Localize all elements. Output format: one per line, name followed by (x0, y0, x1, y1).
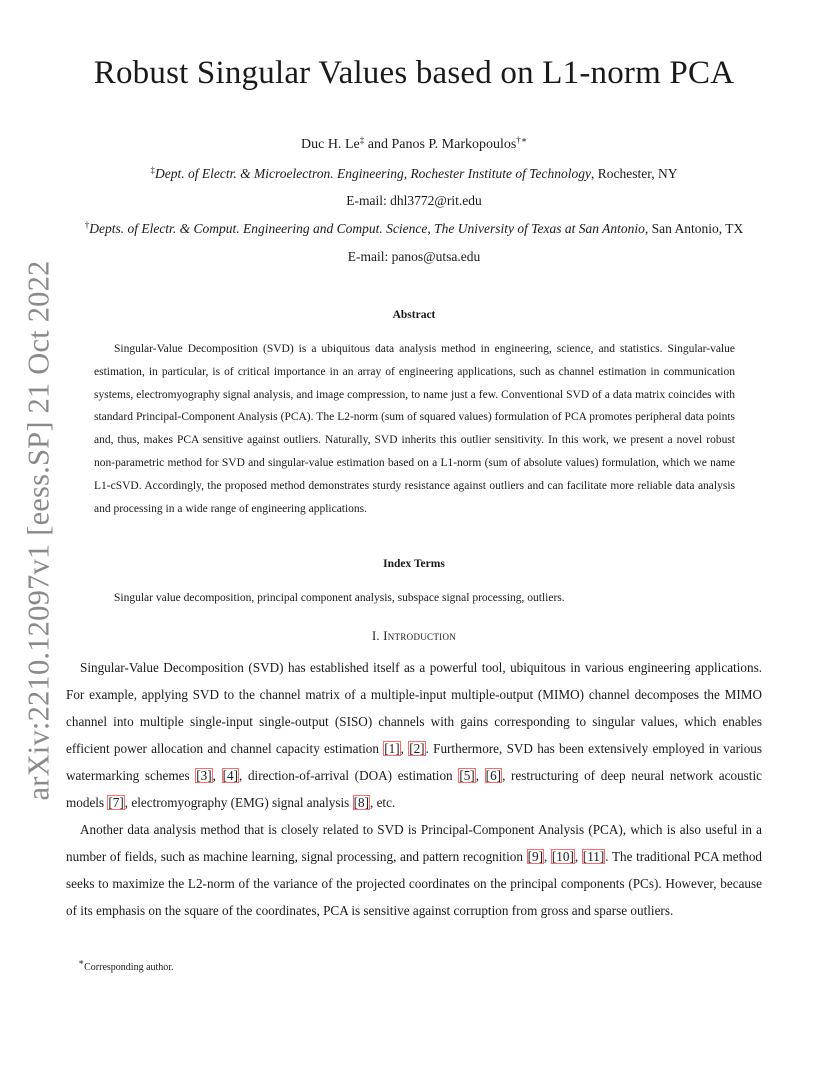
author-1-email: E-mail: dhl3772@rit.edu (346, 193, 482, 208)
affiliation-2-dept: Depts. of Electr. & Comput. Engineering and Comput. Science (89, 221, 428, 236)
section-heading-introduction (0, 629, 828, 644)
section-title: Introduction (383, 629, 457, 643)
citation-link-5[interactable]: [5] (459, 768, 475, 783)
citation-link-8[interactable]: [8] (353, 795, 369, 810)
abstract-heading: Abstract (392, 309, 436, 321)
citation-link-9[interactable]: [9] (527, 849, 543, 864)
intro-p1-text-3: . Furthermore, SVD has been extensively employed in various watermarking schemes (66, 741, 763, 783)
section-number: I. (371, 629, 384, 643)
affiliation-2-university: The University of Texas at San Antonio (434, 221, 645, 236)
arxiv-identifier-stamp (20, 259, 58, 801)
citation-link-4[interactable]: [4] (222, 768, 238, 783)
author-1-name: Duc H. Le (301, 137, 360, 152)
citation-link-11[interactable]: [11] (582, 849, 605, 864)
author-2-affiliation-mark: †∗ (516, 135, 527, 145)
index-terms-text: Singular value decomposition, principal component analysis, subspace signal processing, outliers. (114, 592, 565, 604)
affiliation-1 (0, 166, 828, 182)
index-terms-heading: Index Terms (383, 558, 445, 570)
affiliation-2-mark: † (84, 220, 90, 230)
intro-p1-text-9: , etc. (369, 795, 396, 810)
citation-link-2[interactable]: [2] (409, 741, 425, 756)
intro-p2-text-4: . The traditional PCA method seeks to maximize the L2-norm of the variance of the projected coordinates on the principal components (PCs). However, because of its emphasis on the square of the coordinates, PCA is sensitive against corruption from gross and sparse outliers. (66, 849, 763, 918)
intro-paragraph-1 (66, 654, 762, 816)
intro-p2-text-3: , (574, 849, 582, 864)
intro-p1-text-6: , (475, 768, 485, 783)
intro-p1-text-7: , restructuring of deep neural network acoustic models (66, 768, 762, 810)
citation-link-3[interactable]: [3] (196, 768, 212, 783)
arxiv-identifier-text: arXiv:2210.12097v1 [eess.SP] 21 Oct 2022 (21, 259, 56, 801)
affiliation-2 (0, 221, 828, 237)
citation-link-1[interactable]: [1] (384, 741, 400, 756)
footnote-text: Corresponding author. (84, 962, 174, 973)
intro-p1-text-1: Singular-Value Decomposition (SVD) has established itself as a powerful tool, ubiquitous in various engineering applications. For example, applying SVD to the channel matrix of a multiple-input multiple-output (MIMO) channel decomposes the MIMO channel into multiple single-input single-output (SISO) channels with gains corresponding to singular values, which enables efficient power allocation and channel capacity estimation (66, 660, 762, 756)
intro-p1-text-5: , direction-of-arrival (DOA) estimation (239, 768, 459, 783)
intro-paragraph-2 (66, 816, 762, 924)
author-1-affiliation-mark: ‡ (359, 135, 365, 145)
intro-p1-text-4: , (212, 768, 222, 783)
intro-p2-text-2: , (543, 849, 551, 864)
author-2-name: Panos P. Markopoulos (391, 137, 517, 152)
intro-p2-text-1: Another data analysis method that is closely related to SVD is Principal-Component Analysis (PCA), which is also useful in a number of fields, such as machine learning, signal processing, and pattern recognition (66, 822, 762, 864)
footnote (78, 957, 174, 973)
author-2-email: E-mail: panos@utsa.edu (347, 249, 481, 264)
author-conjunction: and (364, 137, 392, 152)
intro-p1-text-2: , (400, 741, 409, 756)
affiliation-2-separator: , (427, 221, 435, 236)
affiliation-2-location: , San Antonio, TX (644, 221, 744, 236)
affiliation-1-dept: Dept. of Electr. & Microelectron. Engineering, Rochester Institute of Technology (155, 166, 592, 181)
footnote-mark: ∗ (78, 957, 85, 967)
affiliation-1-mark: ‡ (150, 165, 155, 175)
citation-link-7[interactable]: [7] (108, 795, 124, 810)
intro-p1-text-8: , electromyography (EMG) signal analysis (124, 795, 353, 810)
abstract-text: Singular-Value Decomposition (SVD) is a ubiquitous data analysis method in engineering, science, and statistics. Singular-value estimation, in particular, is of critical importance in an array of engineering applications, such as channel estimation in communication systems, electromyography signal analysis, and image compression, to name just a few. Conventional SVD of a data matrix coincides with standard Principal-Component Analysis (PCA). The L2-norm (sum of squared values) formulation of PCA promotes peripheral data points and, thus, makes PCA sensitive against outliers. Naturally, SVD inherits this outlier sensitivity. In this work, we present a novel robust non-parametric method for SVD and singular-value estimation based on a L1-norm (sum of absolute values) formulation, which we name L1-cSVD. Accordingly, the proposed method demonstrates sturdy resistance against outliers and can facilitate more reliable data analysis and processing in a wide range of engineering applications. (94, 343, 735, 515)
author-line (0, 137, 828, 153)
citation-link-6[interactable]: [6] (485, 768, 502, 783)
affiliation-1-location: , Rochester, NY (591, 166, 678, 181)
citation-link-10[interactable]: [10] (551, 849, 574, 864)
paper-title: Robust Singular Values based on L1-norm PCA (93, 55, 735, 91)
